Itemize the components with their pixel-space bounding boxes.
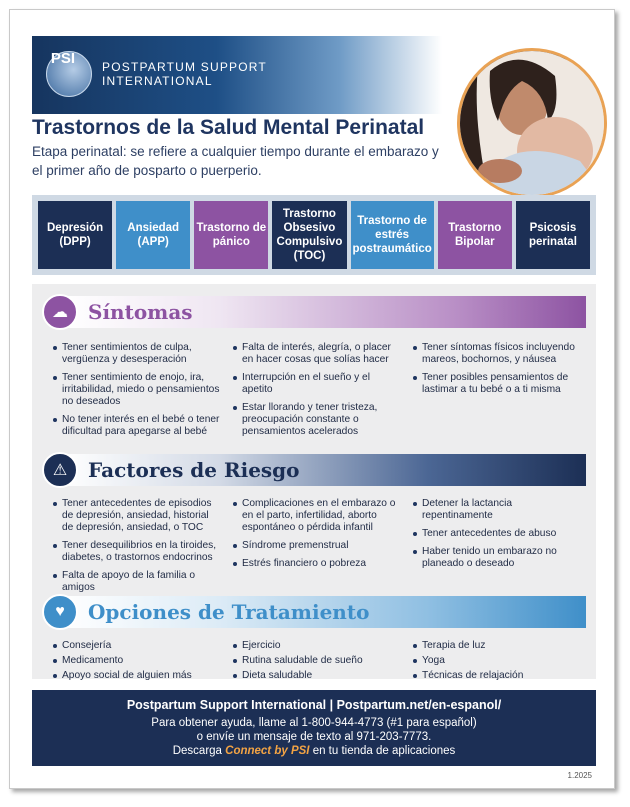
- footer-text: o envíe un mensaje de texto al 971-203-7773.: [196, 731, 432, 743]
- org-name-line2: INTERNATIONAL: [102, 74, 213, 88]
- list-item: Haber tenido un embarazo no planeado o deseado: [412, 546, 582, 570]
- footer-contact: [32, 716, 596, 758]
- footer-phone: Para obtener ayuda, llame al 1-800-944-4773 (#1 para español): [151, 717, 477, 729]
- list-item: Tener antecedentes de abuso: [412, 528, 582, 540]
- list-item: Estar llorando y tener tristeza, preocupación constante o pensamientos acelerados: [232, 402, 402, 438]
- sintomas-col-2: [232, 342, 402, 444]
- section-riesgo-title: Factores de Riesgo: [88, 458, 300, 482]
- list-item: Dieta saludable: [232, 670, 402, 682]
- list-item: Complicaciones en el embarazo o en el parto, infertilidad, aborto espontáneo o pérdida infantil: [232, 498, 402, 534]
- flyer-page: [9, 9, 615, 789]
- disorder-ansiedad: Ansiedad (APP): [116, 201, 190, 269]
- section-tratamiento-body: [52, 640, 582, 685]
- disorder-psicosis: Psicosis perinatal: [516, 201, 590, 269]
- disorder-estres: Trastorno de estrés postraumático: [351, 201, 434, 269]
- list-item: Apoyo social de alguien más: [52, 670, 222, 682]
- list-item: Técnicas de relajación: [412, 670, 582, 682]
- tratamiento-col-2: [232, 640, 402, 685]
- tratamiento-col-3: [412, 640, 582, 685]
- list-item: Consejería: [52, 640, 222, 652]
- logo-text: PSI: [50, 50, 76, 67]
- info-content: [32, 284, 596, 679]
- disorder-list: [32, 195, 596, 275]
- tratamiento-col-1: [52, 640, 222, 685]
- list-item: Yoga: [412, 655, 582, 667]
- list-item: Detener la lactancia repentinamente: [412, 498, 582, 522]
- list-item: Tener posibles pensamientos de lastimar a tu bebé o a ti misma: [412, 372, 582, 396]
- org-name: [102, 60, 267, 88]
- sintomas-col-1: [52, 342, 222, 444]
- photo-illustration: [460, 51, 607, 198]
- list-item: Interrupción en el sueño y el apetito: [232, 372, 402, 396]
- list-item: Ejercicio: [232, 640, 402, 652]
- list-item: Estrés financiero o pobreza: [232, 558, 402, 570]
- section-riesgo-body: [52, 498, 582, 600]
- list-item: Rutina saludable de sueño: [232, 655, 402, 667]
- disorder-depresion: Depresión (DPP): [38, 201, 112, 269]
- list-item: Falta de interés, alegría, o placer en hacer cosas que solías hacer: [232, 342, 402, 366]
- head-heart-icon: ♥: [42, 594, 78, 630]
- section-sintomas-body: [52, 342, 582, 444]
- sintomas-col-3: [412, 342, 582, 444]
- section-sintomas-header: [42, 294, 586, 328]
- footer-app-line: [32, 744, 596, 758]
- riesgo-col-2: [232, 498, 402, 600]
- footer-app-pre: Descarga: [172, 745, 226, 757]
- version-label: 1.2025: [567, 771, 592, 780]
- section-riesgo-header: [42, 452, 586, 486]
- head-warning-icon: ⚠: [42, 452, 78, 488]
- page-subtitle: Etapa perinatal: se refiere a cualquier tiempo durante el embarazo y el primer año de posparto o puerperio.: [32, 144, 439, 178]
- riesgo-col-3: [412, 498, 582, 600]
- disorder-bipolar: Trastorno Bipolar: [438, 201, 512, 269]
- list-item: Tener desequilibrios en la tiroides, diabetes, o trastornos endocrinos: [52, 540, 222, 564]
- list-item: Síndrome premenstrual: [232, 540, 402, 552]
- list-item: Medicamento: [52, 655, 222, 667]
- page-title: Trastornos de la Salud Mental Perinatal: [32, 116, 425, 139]
- list-item: Tener sentimientos de culpa, vergüenza y desesperación: [52, 342, 222, 366]
- app-link[interactable]: Connect by PSI: [225, 745, 310, 757]
- list-item: No tener interés en el bebé o tener dificultad para apegarse al bebé: [52, 414, 222, 438]
- disorder-toc: Trastorno Obsesivo Compulsivo (TOC): [272, 201, 346, 269]
- footer-title: Postpartum Support International | Postpartum.net/en-espanol/: [126, 698, 502, 712]
- section-tratamiento-title: Opciones de Tratamiento: [88, 600, 370, 624]
- contact-footer: [32, 690, 596, 766]
- list-item: Tener sentimiento de enojo, ira, irritabilidad, miedo o pensamientos no deseados: [52, 372, 222, 408]
- section-tratamiento-header: [42, 594, 586, 628]
- riesgo-col-1: [52, 498, 222, 600]
- header-banner: [32, 36, 442, 114]
- org-name-line1: POSTPARTUM SUPPORT: [102, 60, 267, 74]
- head-rain-icon: ☁: [42, 294, 78, 330]
- list-item: Tener síntomas físicos incluyendo mareos, bochornos, y náusea: [412, 342, 582, 366]
- list-item: Terapia de luz: [412, 640, 582, 652]
- list-item: Tener antecedentes de episodios de depresión, ansiedad, historial de depresión, ansiedad, o TOC: [52, 498, 222, 534]
- disorder-panico: Trastorno de pánico: [194, 201, 268, 269]
- footer-app-post: en tu tienda de aplicaciones: [309, 745, 456, 757]
- mother-baby-photo: [457, 48, 607, 198]
- list-item: Falta de apoyo de la familia o amigos: [52, 570, 222, 594]
- section-sintomas-title: Síntomas: [88, 300, 193, 324]
